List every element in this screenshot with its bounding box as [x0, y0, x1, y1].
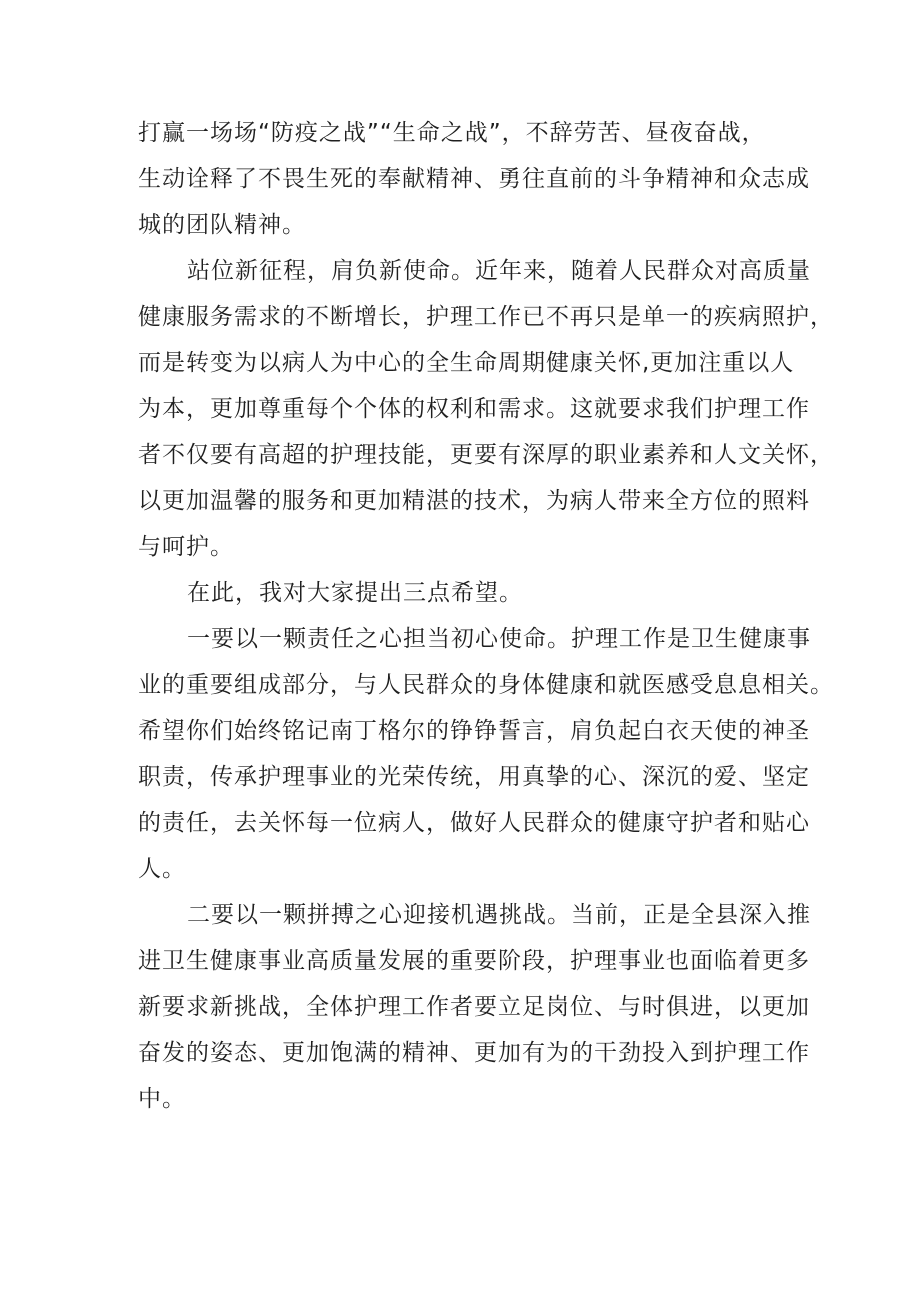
text-line: 健康服务需求的不断增长，护理工作已不再只是单一的疾病照护， — [138, 304, 834, 330]
text-line: 而是转变为以病人为中心的全生命周期健康关怀,更加注重以人 — [138, 350, 795, 376]
text-line: 新要求新挑战，全体护理工作者要立足岗位、与时俱进，以更加 — [138, 994, 810, 1020]
text-line: 与呵护。 — [138, 534, 234, 560]
paragraph-first-line: 二要以一颗拼搏之心迎接机遇挑战。当前，正是全县深入推 — [187, 902, 811, 928]
text-line: 进卫生健康事业高质量发展的重要阶段，护理事业也面临着更多 — [138, 948, 810, 974]
text-line: 打赢一场场“防疫之战”“生命之战”，不辞劳苦、昼夜奋战， — [138, 120, 766, 146]
text-line: 城的团队精神。 — [138, 212, 306, 238]
text-line: 中。 — [138, 1086, 186, 1112]
paragraph-first-line: 在此，我对大家提出三点希望。 — [187, 580, 523, 606]
text-line: 以更加温馨的服务和更加精湛的技术，为病人带来全方位的照料 — [138, 488, 810, 514]
text-line: 希望你们始终铭记南丁格尔的铮铮誓言，肩负起白衣天使的神圣 — [138, 718, 810, 744]
text-line: 奋发的姿态、更加饱满的精神、更加有为的干劲投入到护理工作 — [138, 1040, 810, 1066]
text-line: 生动诠释了不畏生死的奉献精神、勇往直前的斗争精神和众志成 — [138, 166, 810, 192]
text-line: 为本，更加尊重每个个体的权利和需求。这就要求我们护理工作 — [138, 396, 810, 422]
paragraph-first-line: 站位新征程，肩负新使命。近年来，随着人民群众对高质量 — [187, 258, 811, 284]
document-body — [138, 110, 834, 1122]
text-line: 业的重要组成部分，与人民群众的身体健康和就医感受息息相关。 — [138, 672, 834, 698]
text-line: 职责，传承护理事业的光荣传统，用真挚的心、深沉的爱、坚定 — [138, 764, 810, 790]
text-line: 的责任，去关怀每一位病人，做好人民群众的健康守护者和贴心 — [138, 810, 810, 836]
paragraph-first-line: 一要以一颗责任之心担当初心使命。护理工作是卫生健康事 — [187, 626, 811, 652]
text-line: 人。 — [138, 856, 186, 882]
text-line: 者不仅要有高超的护理技能，更要有深厚的职业素养和人文关怀， — [138, 442, 834, 468]
